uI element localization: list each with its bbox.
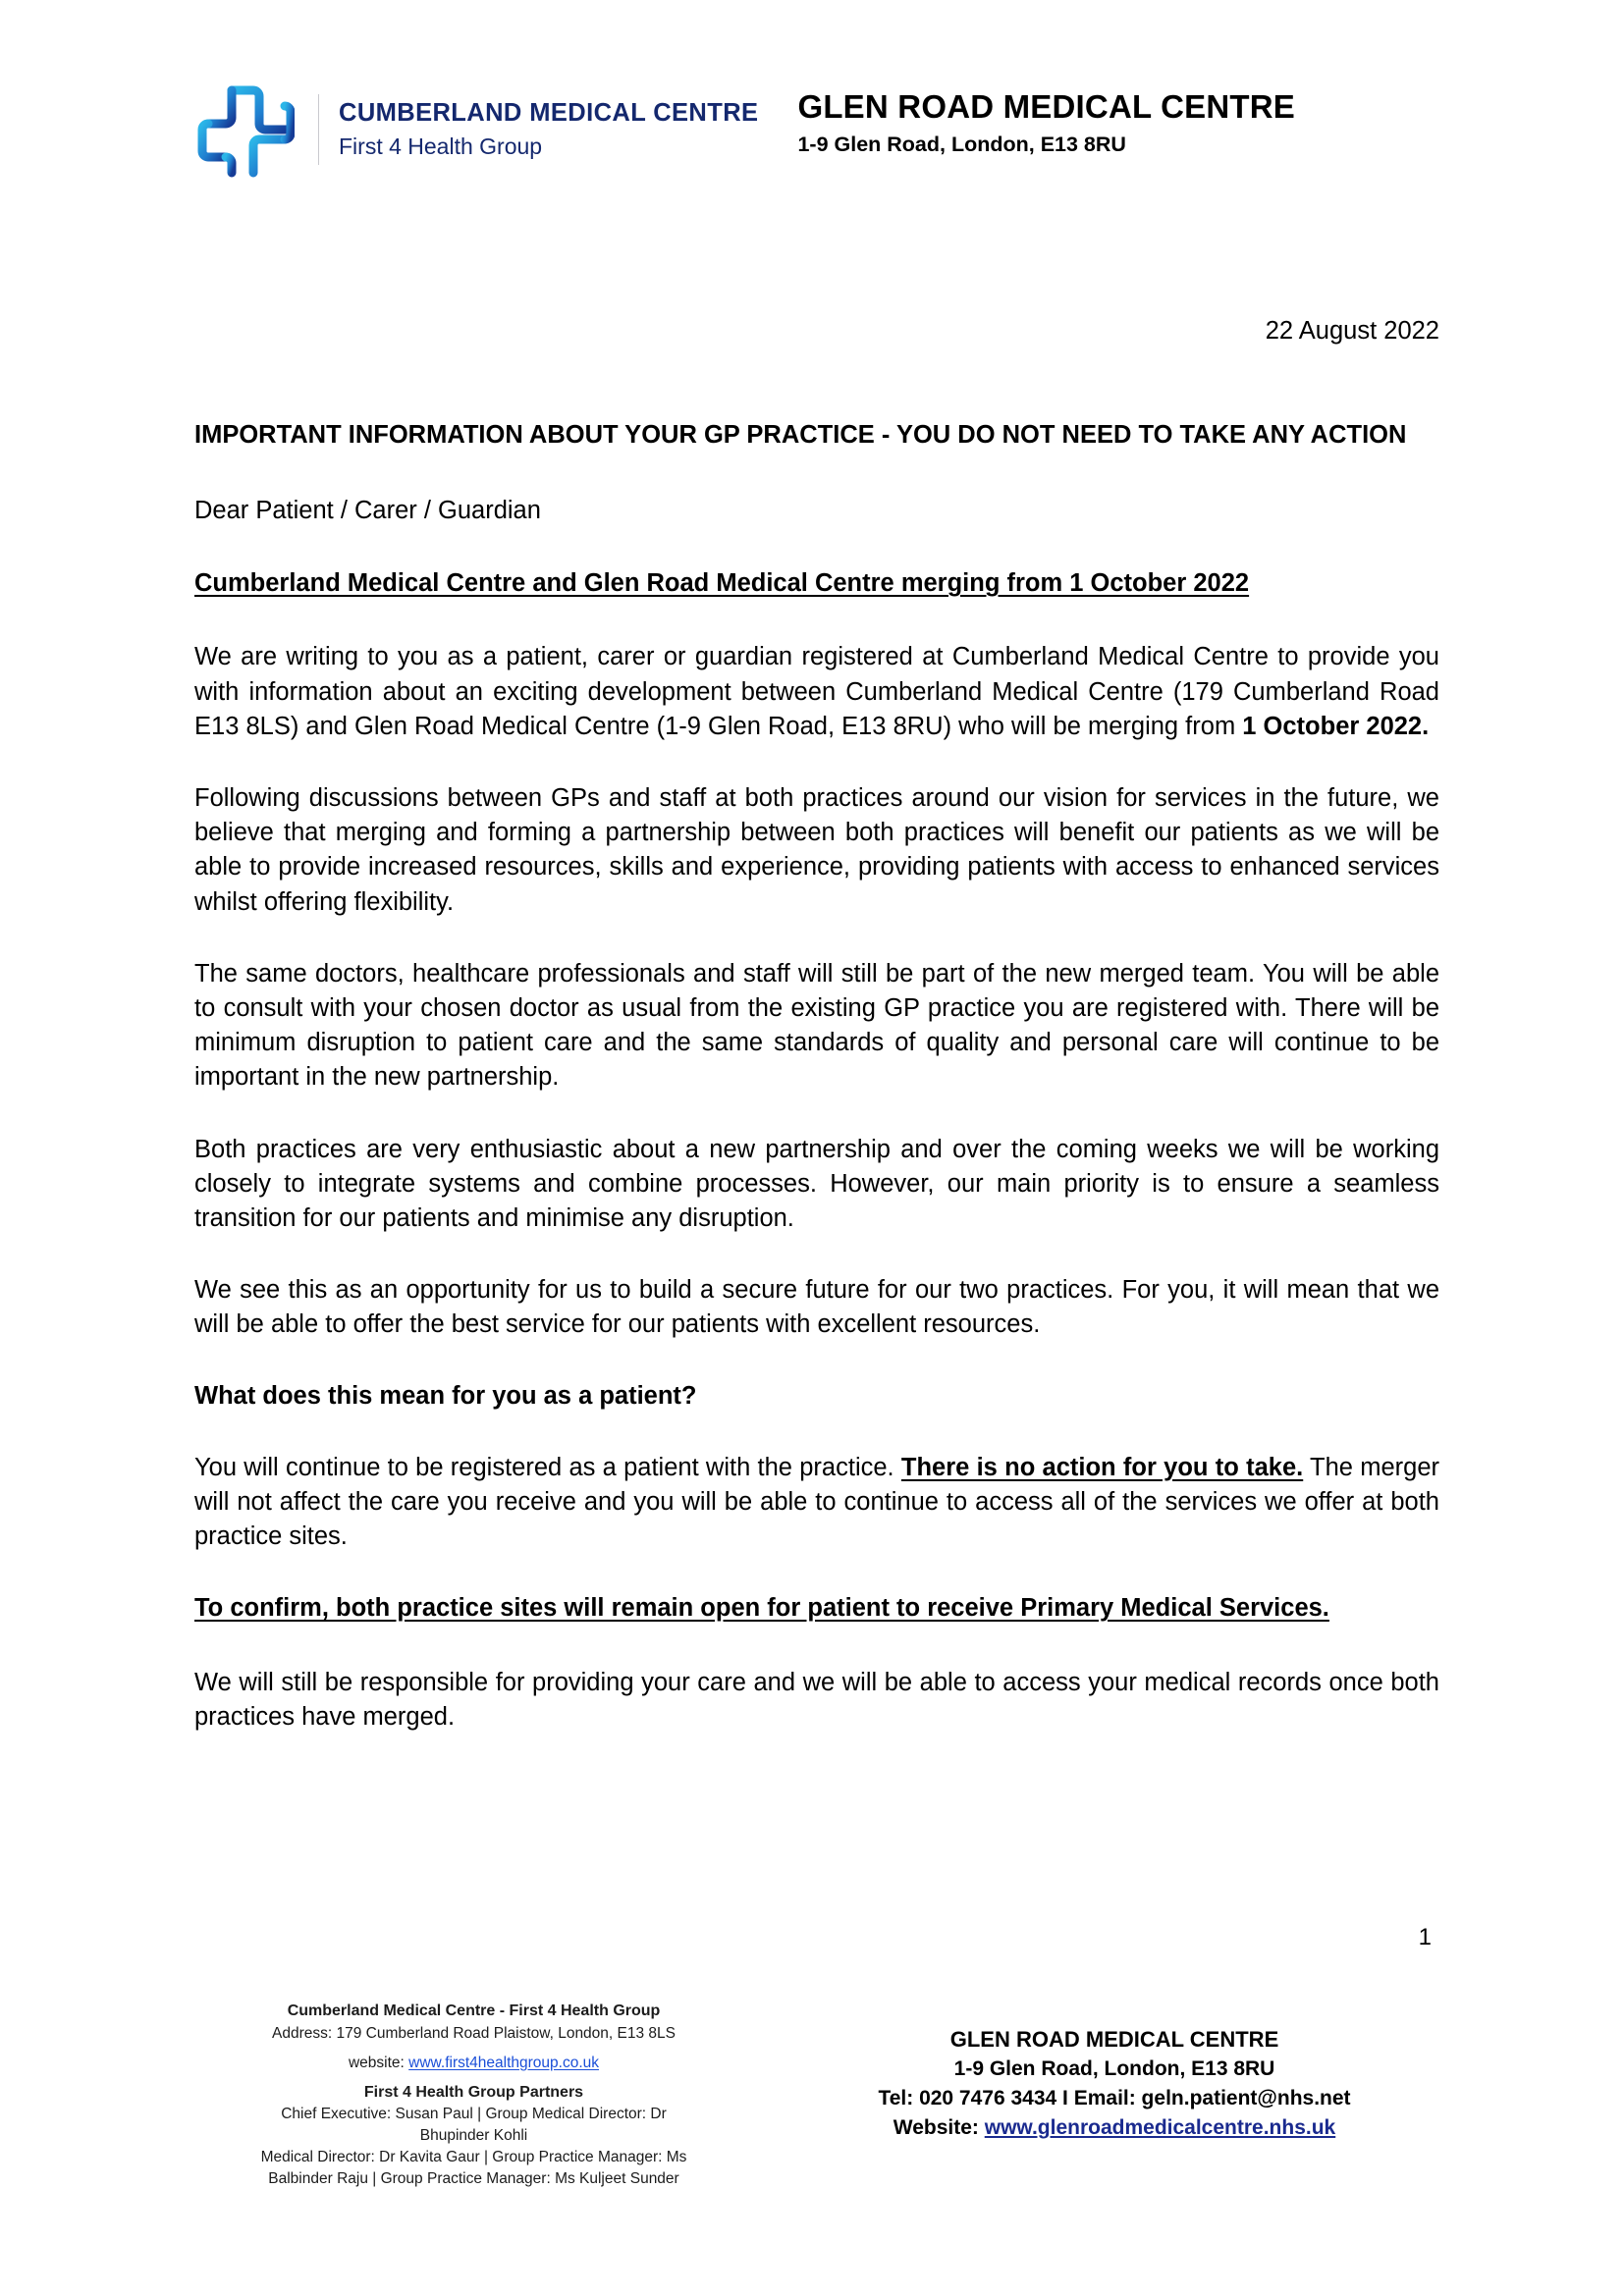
letterhead [192, 80, 1432, 198]
no-action-trailing-text: The merger will not affect the care you receive and you will be able to continue to access all of the services we offer at both practice sites. [194, 1453, 1439, 1551]
no-action-lead-text: You will continue to be registered as a patient with the practice. [194, 1453, 901, 1481]
footer-spacer-2 [196, 2074, 751, 2082]
merge-date-emphasis: 1 October 2022. [1242, 712, 1430, 740]
cumberland-group-name: First 4 Health Group [339, 133, 543, 160]
cumberland-brand-text [339, 98, 758, 161]
footer-glenroad-website-label: Website: [893, 2115, 985, 2139]
paragraph-intro-text: We are writing to you as a patient, carer or guardian registered at Cumberland Medical Centre to provide you with information about an exciting development between Cumberland Medical Centre (179 Cumberland Road E13 8LS) and Glen Road Medical Centre (1-9 Glen Road, E13 8RU) who will be merging from [194, 643, 1439, 740]
page-number: 1 [1418, 1924, 1432, 1950]
letter-body [194, 314, 1439, 1772]
footer-partners-line-4: Balbinder Raju | Group Practice Manager: Ms Kuljeet Sunder [268, 2170, 679, 2188]
paragraph-records: We will still be responsible for providing your care and we will be able to access your medical records once both practices have merged. [194, 1668, 1439, 1731]
footer-glenroad-block [815, 2024, 1414, 2143]
paragraph-opportunity: We see this as an opportunity for us to build a secure future for our two practices. For you, it will mean that we will be able to offer the best service for our patients with excellent resources. [194, 1276, 1439, 1339]
brand-divider [318, 94, 319, 165]
glen-road-practice-name: GLEN ROAD MEDICAL CENTRE [797, 88, 1295, 125]
footer-glenroad-name: GLEN ROAD MEDICAL CENTRE [949, 2027, 1279, 2052]
footer-cumberland-website-link[interactable]: www.first4healthgroup.co.uk [408, 2054, 600, 2071]
letter-subject-heading: Cumberland Medical Centre and Glen Road Medical Centre merging from 1 October 2022 [194, 569, 1250, 598]
footer-glenroad-address: 1-9 Glen Road, London, E13 8RU [953, 2057, 1275, 2081]
footer-cumberland-block [196, 2001, 751, 2190]
footer-partners-title: First 4 Health Group Partners [363, 2083, 584, 2101]
letter-salutation: Dear Patient / Carer / Guardian [194, 496, 541, 524]
paragraph-no-action [194, 1451, 1439, 1555]
paragraph-same-staff: The same doctors, healthcare professionals and staff will still be part of the new merged team. You will be able to consult with your chosen doctor as usual from the existing GP practice you are registered with. There will be minimum disruption to patient care and the same standards of quality and personal care will continue to be important in the new partnership. [194, 959, 1439, 1092]
page-footer [0, 1993, 1624, 2218]
footer-glenroad-website-link[interactable]: www.glenroadmedicalcentre.nhs.uk [984, 2115, 1336, 2139]
glen-road-header-address: 1-9 Glen Road, London, E13 8RU [797, 132, 1126, 156]
footer-glenroad-contact: Tel: 020 7476 3434 I Email: geln.patient@nhs.net [878, 2087, 1351, 2110]
paragraph-vision: Following discussions between GPs and staff at both practices around our vision for services in the future, we believe that merging and forming a partnership between both practices will benefit our patients as we will be able to provide increased resources, skills and experience, providing patients with access to enhanced services whilst offering flexibility. [194, 784, 1439, 916]
confirm-heading: To confirm, both practice sites will remain open for patient to receive Primary Medical Services. [194, 1594, 1329, 1623]
footer-partners-line-3: Medical Director: Dr Kavita Gaur | Group Practice Manager: Ms [260, 2149, 687, 2166]
cumberland-practice-name: CUMBERLAND MEDICAL CENTRE [339, 99, 759, 128]
footer-cumberland-website-row [196, 2053, 751, 2074]
question-heading: What does this mean for you as a patient? [194, 1382, 697, 1411]
glen-road-brand-block [797, 80, 1295, 158]
letter-date: 22 August 2022 [1265, 317, 1439, 345]
no-action-emphasis: There is no action for you to take. [900, 1453, 1304, 1481]
cumberland-brand-lockup [192, 80, 758, 179]
footer-partners-line-1: Chief Executive: Susan Paul | Group Medical Director: Dr [281, 2106, 667, 2123]
footer-partners-line-2: Bhupinder Kohli [419, 2127, 528, 2145]
footer-cumberland-title: Cumberland Medical Centre - First 4 Health Group [287, 2002, 661, 2019]
paragraph-transition: Both practices are very enthusiastic about a new partnership and over the coming weeks we will be working closely to integrate systems and combine processes. However, our main priority is to ensure a seamless transition for our patients and minimise any disruption. [194, 1135, 1439, 1232]
footer-spacer [196, 2045, 751, 2053]
paragraph-intro [194, 640, 1439, 744]
letter-title: IMPORTANT INFORMATION ABOUT YOUR GP PRACTICE - YOU DO NOT NEED TO TAKE ANY ACTION [194, 421, 1407, 450]
cumberland-cross-logo-icon [192, 80, 295, 179]
footer-cumberland-address: Address: 179 Cumberland Road Plaistow, London, E13 8LS [271, 2024, 676, 2042]
footer-glenroad-website-row [815, 2113, 1414, 2143]
footer-website-label: website: [348, 2054, 409, 2071]
